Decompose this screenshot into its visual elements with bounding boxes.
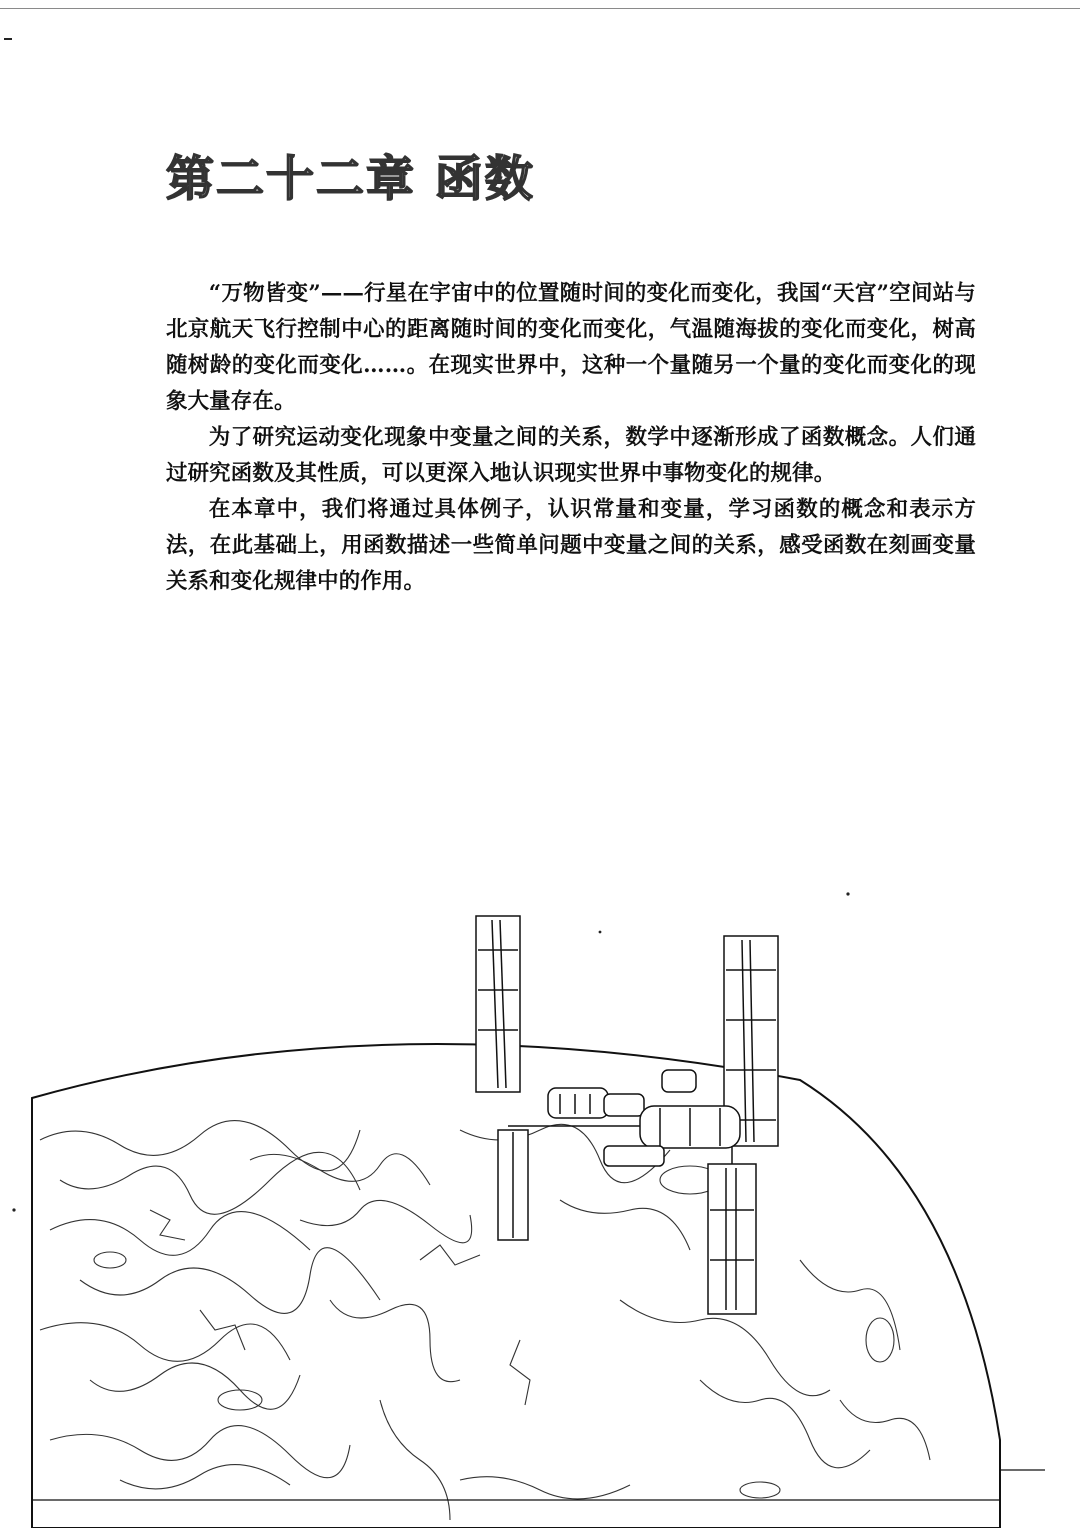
left-solar-panel	[476, 916, 520, 1092]
top-border-line	[0, 8, 1080, 9]
intro-paragraph: 在本章中，我们将通过具体例子，认识常量和变量，学习函数的概念和表示方法，在此基础上，用函数描述一些简单问题中变量之间的关系，感受函数在刻画变量关系和变化规律中的作用。	[166, 497, 976, 594]
chapter-illustration	[0, 880, 1080, 1528]
intro-paragraph: 为了研究运动变化现象中变量之间的关系，数学中逐渐形成了函数概念。人们通过研究函数及其性质，可以更深入地认识现实世界中事物变化的规律。	[166, 425, 976, 486]
earth-globe	[32, 1044, 1045, 1528]
intro-paragraph: “万物皆变”——行星在宇宙中的位置随时间的变化而变化，我国“天宫”空间站与北京航天飞行控制中心的距离随时间的变化而变化，气温随海拔的变化而变化，树高随树龄的变化而变化……。在现实世界中，这种一个量随另一个量的变化而变化的现象大量存在。	[166, 281, 976, 414]
chapter-title: 第二十二章 函数	[166, 151, 535, 207]
earth-space-station-illustration	[0, 880, 1080, 1528]
page-corner-mark	[4, 38, 12, 40]
chapter-intro	[166, 276, 976, 600]
